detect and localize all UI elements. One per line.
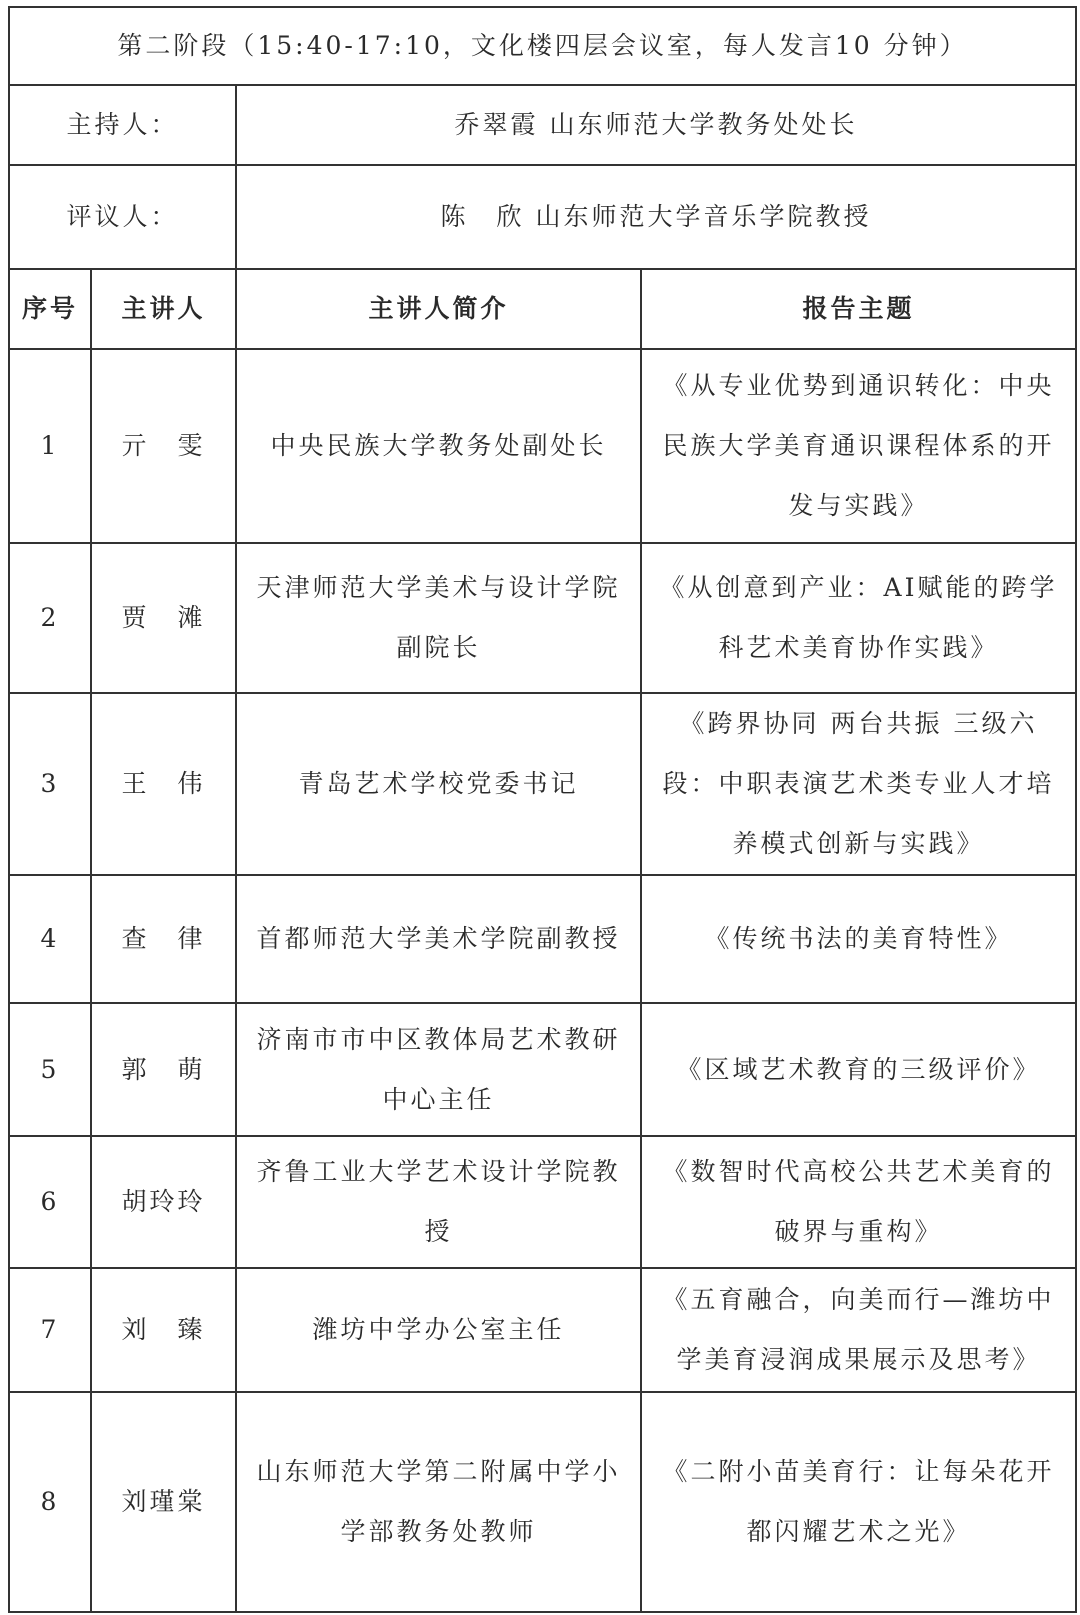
row-speaker: 贾 滩 [91,543,236,693]
row-intro: 潍坊中学办公室主任 [236,1268,641,1392]
header-speaker: 主讲人 [91,269,236,349]
row-no: 6 [9,1136,91,1268]
row-intro: 山东师范大学第二附属中学小学部教务处教师 [236,1392,641,1612]
row-topic: 《二附小苗美育行：让每朵花开都闪耀艺术之光》 [641,1392,1076,1612]
table-header-row [9,269,1076,349]
row-speaker: 查 律 [91,875,236,1003]
commentator-row [9,165,1076,269]
commentator-value: 陈 欣 山东师范大学音乐学院教授 [236,165,1076,269]
row-intro: 中央民族大学教务处副处长 [236,349,641,543]
row-no: 4 [9,875,91,1003]
table-row [9,1003,1076,1136]
row-speaker: 刘瑾棠 [91,1392,236,1612]
host-value: 乔翠霞 山东师范大学教务处处长 [236,85,1076,165]
row-no: 1 [9,349,91,543]
row-no: 3 [9,693,91,875]
row-no: 7 [9,1268,91,1392]
row-speaker: 王 伟 [91,693,236,875]
table-row [9,693,1076,875]
host-label: 主持人： [9,85,236,165]
row-topic: 《跨界协同 两台共振 三级六段：中职表演艺术类专业人才培养模式创新与实践》 [641,693,1076,875]
table-row [9,875,1076,1003]
row-speaker: 胡玲玲 [91,1136,236,1268]
stage-title: 第二阶段（15:40-17:10，文化楼四层会议室，每人发言10 分钟） [9,7,1076,85]
stage-row [9,7,1076,85]
row-intro: 齐鲁工业大学艺术设计学院教授 [236,1136,641,1268]
table-row [9,349,1076,543]
table-row [9,543,1076,693]
row-topic: 《五育融合，向美而行—潍坊中学美育浸润成果展示及思考》 [641,1268,1076,1392]
table-row [9,1136,1076,1268]
row-topic: 《传统书法的美育特性》 [641,875,1076,1003]
row-topic: 《数智时代高校公共艺术美育的破界与重构》 [641,1136,1076,1268]
row-speaker: 郭 萌 [91,1003,236,1136]
row-no: 8 [9,1392,91,1612]
row-intro: 青岛艺术学校党委书记 [236,693,641,875]
host-row [9,85,1076,165]
table-row [9,1268,1076,1392]
table-row [9,1392,1076,1612]
row-intro: 首都师范大学美术学院副教授 [236,875,641,1003]
row-no: 5 [9,1003,91,1136]
row-topic: 《区域艺术教育的三级评价》 [641,1003,1076,1136]
row-speaker: 刘 臻 [91,1268,236,1392]
header-topic: 报告主题 [641,269,1076,349]
row-intro: 济南市市中区教体局艺术教研中心主任 [236,1003,641,1136]
row-intro: 天津师范大学美术与设计学院副院长 [236,543,641,693]
row-topic: 《从创意到产业：AI赋能的跨学科艺术美育协作实践》 [641,543,1076,693]
row-topic: 《从专业优势到通识转化：中央民族大学美育通识课程体系的开发与实践》 [641,349,1076,543]
header-no: 序号 [9,269,91,349]
header-intro: 主讲人简介 [236,269,641,349]
schedule-table [8,6,1077,1613]
row-speaker: 亓 雯 [91,349,236,543]
commentator-label: 评议人： [9,165,236,269]
row-no: 2 [9,543,91,693]
